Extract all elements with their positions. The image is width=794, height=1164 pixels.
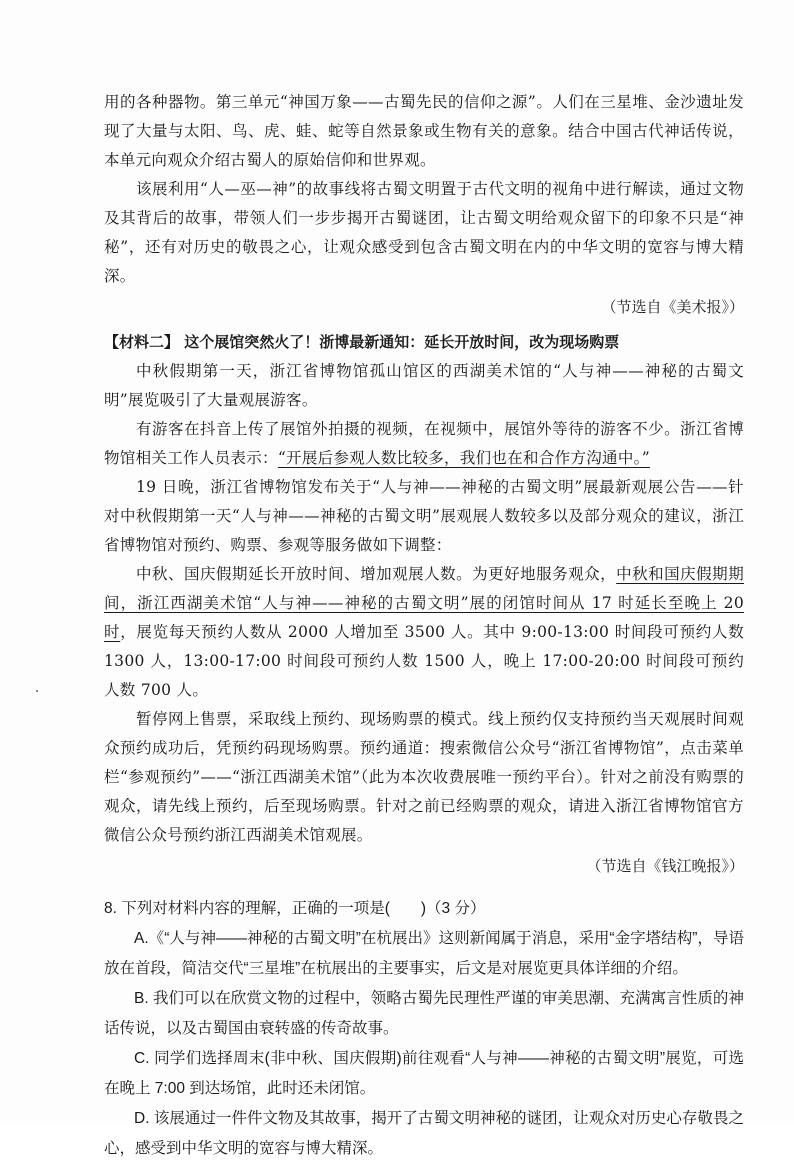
material2-paragraph-2	[104, 415, 744, 473]
material1-source: （节选自《美术报》）	[601, 298, 744, 316]
material2-closing-time-underlined: 中秋和国庆假期期间，浙江西湖美术馆“人与神——神秘的古蜀文明”展的闭馆时间从 17 时延长至晚上 20 时	[104, 565, 744, 641]
material2-paragraph-4-lead: 中秋、国庆假期延长开放时间、增加观展人数。为更好地服务观众，	[136, 565, 617, 583]
material2-quote-underlined: “开展后参观人数比较多，我们也在和合作方沟通中。”	[277, 449, 650, 467]
scan-speck	[36, 690, 38, 692]
material1-paragraph-2: 该展利用“人—巫—神”的故事线将古蜀文明置于古代文明的视角中进行解读，通过文物及其背后的故事，带领人们一步步揭开古蜀谜团，让古蜀文明给观众留下的印象不只是“神秘”，还有对历史的敬畏之心，让观众感受到包含古蜀文明在内的中华文明的宽容与博大精深。	[104, 180, 744, 285]
material2-source: （节选自《钱江晚报》）	[586, 857, 744, 875]
material1-paragraph-1: 用的各种器物。第三单元“神国万象——古蜀先民的信仰之源”。人们在三星堆、金沙遗址发现了大量与太阳、鸟、虎、蛙、蛇等自然景象或生物有关的意象。结合中国古代神话传说，本单元向观众介绍古蜀人的原始信仰和世界观。	[104, 93, 744, 169]
question-8-option-a: A.《“人与神——神秘的古蜀文明”在杭展出》这则新闻属于消息，采用“金字塔结构”，导语放在首段，简洁交代“三星堆”在杭展出的主要事实，后文是对展览更具体详细的介绍。	[104, 930, 744, 977]
page-content	[104, 88, 744, 1164]
material2-paragraph-5: 暂停网上售票，采取线上预约、现场购票的模式。线上预约仅支持预约当天观展时间观众预约成功后，凭预约码现场购票。预约通道：搜索微信公众号“浙江省博物馆”，点击菜单栏“参观预约”——“浙江西湖美术馆”（此为本次收费展唯一预约平台）。针对之前没有购票的观众，请先线上预约，后至现场购票。针对之前已经购票的观众，请进入浙江省博物馆官方微信公众号预约浙江西湖美术馆观展。	[104, 710, 744, 844]
question-8-option-c: C. 同学们选择周末(非中秋、国庆假期)前往观看“人与神——神秘的古蜀文明”展览，可选在晚上 7:00 到达场馆，此时还未闭馆。	[104, 1050, 744, 1097]
material2-paragraph-4-rest: ，展览每天预约人数从 2000 人增加至 3500 人。其中 9:00-13:00 时间段可预约人数 1300 人，13:00-17:00 时间段可预约人数 1500 人，晚上 17:00-20:00 时间段可预约人数 700 人。	[104, 623, 744, 699]
question-8-option-b: B. 我们可以在欣赏文物的过程中，领略古蜀先民理性严谨的审美思潮、充满寓言性质的神话传说，以及古蜀国由衰转盛的传奇故事。	[104, 990, 744, 1037]
material2-paragraph-3: 19 日晚，浙江省博物馆发布关于“人与神——神秘的古蜀文明”展最新观展公告——针对中秋假期第一天“人与神——神秘的古蜀文明”展观展人数较多以及部分观众的建议，浙江省博物馆对预约、购票、参观等服务做如下调整：	[104, 478, 744, 554]
question-8-title: 8. 下列对材料内容的理解，正确的一项是( )（3 分）	[104, 900, 486, 917]
question-8-option-d: D. 该展通过一件件文物及其故事，揭开了古蜀文明神秘的谜团，让观众对历史心存敬畏之心，感受到中华文明的宽容与博大精深。	[104, 1110, 744, 1157]
material2-paragraph-4	[104, 560, 744, 705]
material2-paragraph-1: 中秋假期第一天，浙江省博物馆孤山馆区的西湖美术馆的“人与神——神秘的古蜀文明”展览吸引了大量观展游客。	[104, 362, 744, 409]
material2-paragraph-2-text: 有游客在抖音上传了展馆外拍摄的视频，在视频中，展馆外等待的游客不少。浙江省博物馆相关工作人员表示：	[104, 420, 744, 467]
material2-heading: 【材料二】 这个展馆突然火了！浙博最新通知：延长开放时间，改为现场购票	[104, 333, 620, 351]
